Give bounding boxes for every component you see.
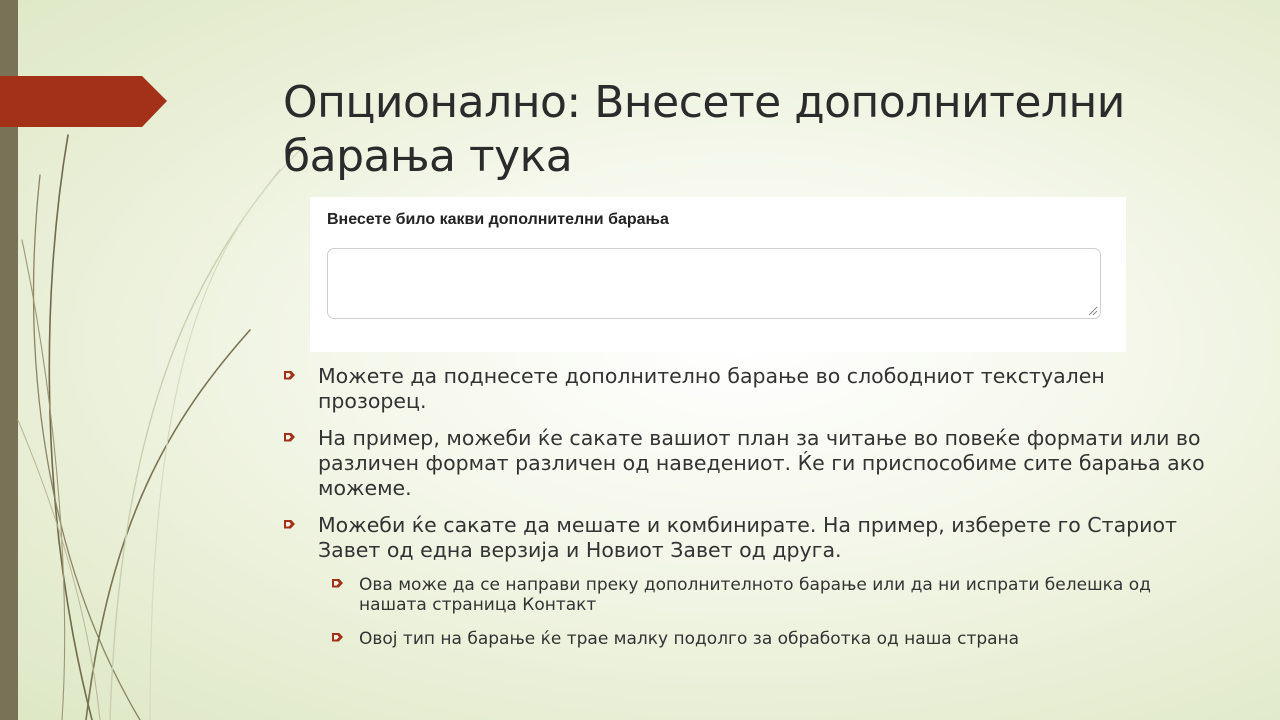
additional-requests-label: Внесете било какви дополнителни барања: [327, 211, 669, 228]
decor-stem-7: [18, 420, 100, 720]
decor-stem-3: [22, 240, 65, 720]
sub-bullet-arrow-icon: [332, 575, 343, 595]
bullet-item: [284, 513, 1214, 563]
slide-title-line-1: Опционално: Внесете дополнителни: [283, 77, 1125, 128]
sub-bullet-text: Овој тип на барање ќе трае малку подолго за обработка од наша страна: [359, 629, 1020, 649]
bullet-text: На пример, можеби ќе сакате вашиот план за читање во повеќе формати или во различен формат различен од наведениот. Ќе ги приспособиме сите барања ако можеме.: [318, 426, 1205, 500]
sub-bullet-item: [284, 575, 1214, 615]
bullet-text: Можеби ќе сакате да мешате и комбинирате. На пример, изберете го Стариот Завет од една верзија и Новиот Завет од друга.: [318, 513, 1177, 562]
decor-stem-4: [86, 330, 250, 720]
bullet-arrow-icon: [284, 426, 295, 451]
bullet-list: [284, 364, 1214, 663]
decor-stem-1: [49, 135, 92, 720]
form-screenshot: [310, 197, 1126, 352]
bullet-arrow-icon: [284, 513, 295, 538]
sub-bullet-item: [284, 629, 1214, 649]
bullet-text: Можете да поднесете дополнително барање во слободниот текстуален прозорец.: [318, 364, 1105, 413]
decor-stem-5: [110, 170, 280, 720]
bullet-arrow-icon: [284, 364, 295, 389]
bullet-item: [284, 426, 1214, 501]
bullet-item: [284, 364, 1214, 414]
resize-handle-icon[interactable]: [1088, 306, 1098, 316]
title-arrow-shape: [0, 76, 167, 127]
additional-requests-textarea[interactable]: [327, 248, 1101, 319]
slide-title-line-2: барања тука: [283, 131, 573, 182]
slide-title: [283, 76, 1243, 184]
sub-bullet-text: Ова може да се направи преку дополнителното барање или да ни испрати белешка од нашата страница Контакт: [359, 575, 1151, 615]
sub-bullet-arrow-icon: [332, 629, 343, 649]
decorative-curves: [0, 0, 320, 720]
decor-stem-2: [34, 175, 140, 720]
